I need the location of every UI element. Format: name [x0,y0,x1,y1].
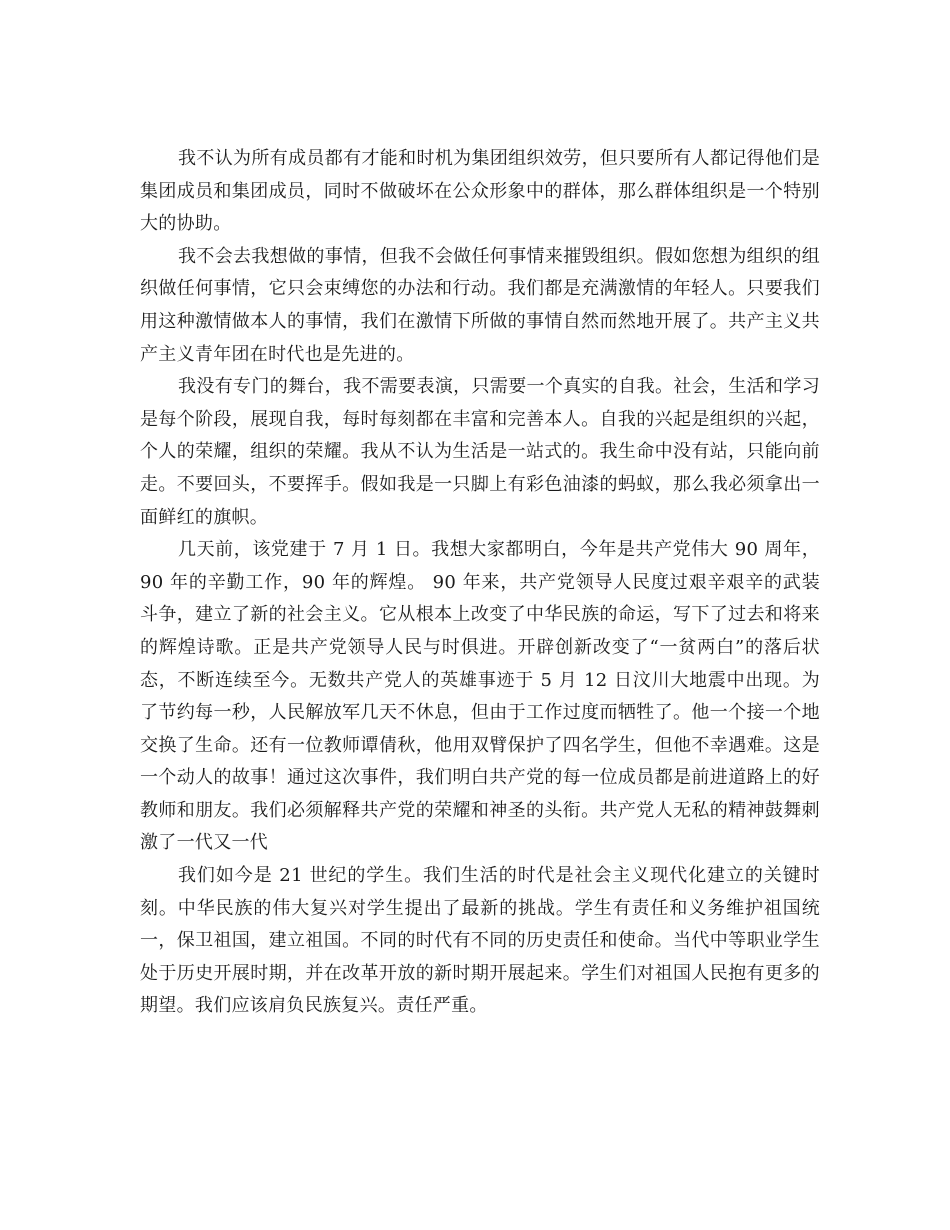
document-page [140,143,820,1023]
paragraph-group-contribution: 我不认为所有成员都有才能和时机为集团组织效劳，但只要所有人都记得他们是集团成员和集团成员，同时不做破坏在公众形象中的群体，那么群体组织是一个特别大的协助。 [140,148,820,235]
paragraph-self: 我没有专门的舞台，我不需要表演，只需要一个真实的自我。社会，生活和学习是每个阶段，展现自我，每时每刻都在丰富和完善本人。自我的兴起是组织的兴起，个人的荣耀，组织的荣耀。我从不认为生活是一站式的。我生命中没有站，只能向前走。不要回头，不要挥手。假如我是一只脚上有彩色油漆的蚂蚁，那么我必须拿出一面鲜红的旗帜。 [140,376,820,528]
paragraph-passion: 我不会去我想做的事情，但我不会做任何事情来摧毁组织。假如您想为组织的组织做任何事情，它只会束缚您的办法和行动。我们都是充满激情的年轻人。只要我们用这种激情做本人的事情，我们在激情下所做的事情自然而然地开展了。共产主义共产主义青年团在时代也是先进的。 [140,245,820,365]
paragraph-students-responsibility: 我们如今是 21 世纪的学生。我们生活的时代是社会主义现代化建立的关键时刻。中华民族的伟大复兴对学生提出了最新的挑战。学生有责任和义务维护祖国统一，保卫祖国，建立祖国。不同的时代有不同的历史责任和使命。当代中等职业学生处于历史开展时期，并在改革开放的新时期开展起来。学生们对祖国人民抱有更多的期望。我们应该肩负民族复兴。责任严重。 [140,865,820,1017]
paragraph-party-anniversary: 几天前，该党建于 7 月 1 日。我想大家都明白，今年是共产党伟大 90 周年，90 年的辛勤工作，90 年的辉煌。 90 年来，共产党领导人民度过艰辛艰辛的武装斗争，建立了新的社会主义。它从根本上改变了中华民族的命运，写下了过去和将来的辉煌诗歌。正是共产党领导人民与时俱进。开辟创新改变了“一贫两白”的落后状态，不断连续至今。无数共产党人的英雄事迹于 5 月 12 日汶川大地震中出现。为了节约每一秒，人民解放军几天不休息，但由于工作过度而牺牲了。他一个接一个地交换了生命。还有一位教师谭倩秋，他用双臂保护了四名学生，但他不幸遇难。这是一个动人的故事！通过这次事件，我们明白共产党的每一位成员都是前进道路上的好教师和朋友。我们必须解释共产党的荣耀和神圣的头衔。共产党人无私的精神鼓舞刺激了一代又一代 [140,539,820,854]
